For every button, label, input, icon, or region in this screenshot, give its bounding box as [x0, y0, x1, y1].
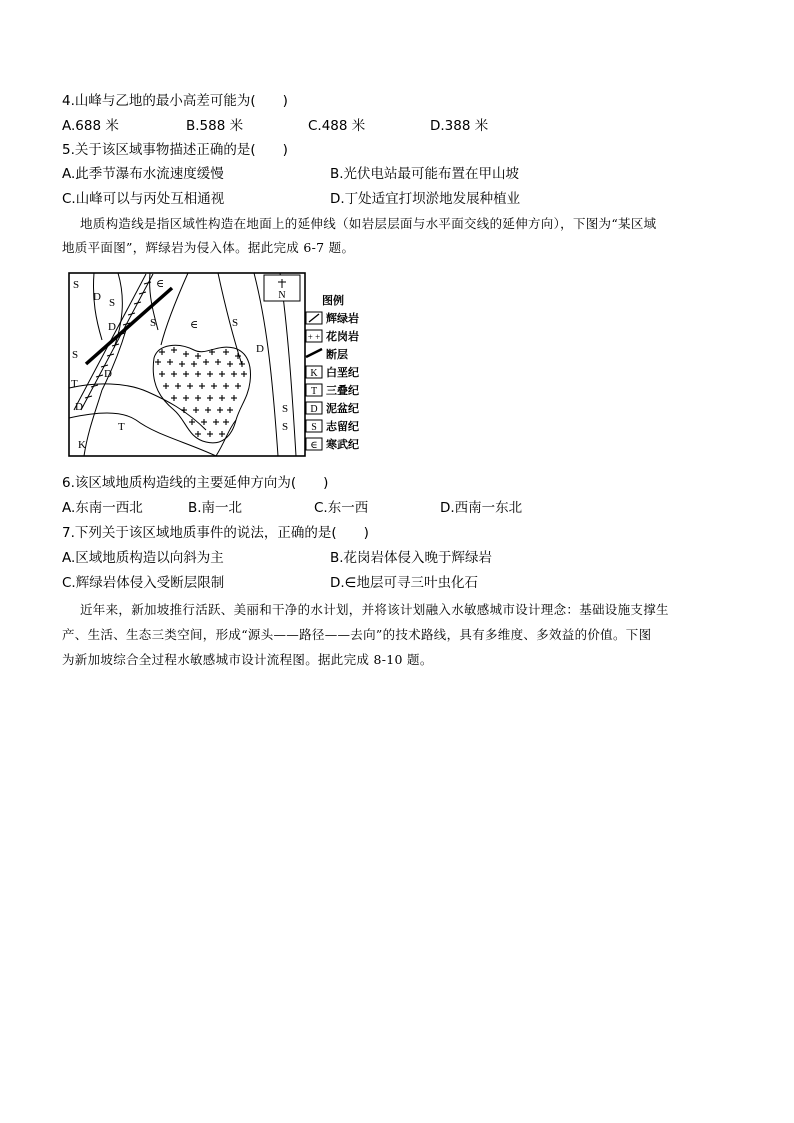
- label-s5: S: [72, 349, 79, 361]
- legend-symbol-k: K: [310, 368, 318, 379]
- q7-option-c: C.辉绿岩体侵入受断层限制: [62, 575, 225, 591]
- label-t1: T: [71, 378, 78, 390]
- legend-label-silurian: 志留纪: [326, 421, 359, 433]
- label-s1: S: [73, 279, 80, 291]
- label-t2: T: [118, 421, 125, 433]
- intro-8-10-line-2: 产、生活、生态三类空间，形成“源头——路径——去向”的技术路线，具有多维度、多效益的价值。下图: [62, 627, 652, 642]
- legend-label-devonian: 泥盆纪: [326, 403, 359, 415]
- label-d3: D: [256, 343, 264, 355]
- q4-stem: 4.山峰与乙地的最小高差可能为( ): [62, 93, 288, 109]
- q5-stem: 5.关于该区域事物描述正确的是( ): [62, 142, 288, 158]
- legend-title: 图例: [322, 295, 344, 307]
- q5-option-d: D.丁处适宜打坝淤地发展种植业: [330, 191, 521, 207]
- geologic-map: [66, 270, 378, 460]
- north-label: N: [278, 290, 286, 301]
- q6-option-b: B.南一北: [188, 500, 243, 516]
- label-s4: S: [232, 317, 239, 329]
- q6-option-a: A.东南一西北: [62, 500, 143, 516]
- q4-option-d: D.388 米: [430, 118, 489, 134]
- label-d4: D: [104, 368, 112, 380]
- q7-option-a: A.区域地质构造以向斜为主: [62, 550, 224, 566]
- q7-option-d: D.∈地层可寻三叶虫化石: [330, 575, 478, 591]
- label-d5: D: [75, 401, 83, 413]
- legend: [306, 311, 359, 451]
- legend-label-triassic: 三叠纪: [326, 385, 359, 397]
- q5-option-b: B.光伏电站最可能布置在甲山坡: [330, 166, 520, 182]
- label-c1: ∈: [156, 278, 165, 290]
- label-d1: D: [93, 291, 101, 303]
- fault-legend-icon: [306, 349, 322, 357]
- legend-symbol-d: D: [310, 404, 318, 415]
- label-s2: S: [109, 297, 116, 309]
- q4-option-b: B.588 米: [186, 118, 244, 134]
- legend-label-cambrian: 寒武纪: [326, 439, 359, 451]
- legend-label-diabase: 辉绿岩: [326, 313, 359, 325]
- q5-option-a: A.此季节瀑布水流速度缓慢: [62, 166, 224, 182]
- q5-option-c: C.山峰可以与丙处互相通视: [62, 191, 225, 207]
- label-s7: S: [282, 421, 289, 433]
- q7-option-b: B.花岗岩体侵入晚于辉绿岩: [330, 550, 493, 566]
- q6-option-d: D.西南一东北: [440, 500, 523, 516]
- intro-8-10-line-3: 为新加坡综合全过程水敏感城市设计流程图。据此完成 8-10 题。: [62, 652, 433, 667]
- legend-label-cretaceous: 白垩纪: [326, 367, 359, 379]
- legend-label-fault: 断层: [326, 349, 348, 361]
- legend-symbol-cambrian: ∈: [310, 440, 318, 451]
- legend-label-granite: 花岗岩: [326, 331, 359, 343]
- q6-stem: 6.该区域地质构造线的主要延伸方向为( ): [62, 475, 329, 491]
- legend-symbol-granite: + +: [307, 332, 321, 342]
- legend-symbol-t: T: [310, 386, 318, 397]
- legend-symbol-s: S: [311, 422, 317, 433]
- q6-option-c: C.东一西: [314, 500, 369, 516]
- label-k1: K: [78, 439, 86, 451]
- intro-8-10-line-1: 近年来，新加坡推行活跃、美丽和干净的水计划，并将该计划融入水敏感城市设计理念：基础设施支撑生: [80, 602, 669, 617]
- q7-stem: 7.下列关于该区域地质事件的说法，正确的是( ): [62, 525, 369, 541]
- intro-6-7-line-1: 地质构造线是指区域性构造在地面上的延伸线（如岩层层面与水平面交线的延伸方向），下图为“某区域: [80, 216, 657, 231]
- intro-6-7-line-2: 地质平面图”，辉绿岩为侵入体。据此完成 6-7 题。: [62, 240, 355, 255]
- label-d2: D: [108, 321, 116, 333]
- q4-option-a: A.688 米: [62, 118, 119, 134]
- label-c2: ∈: [190, 319, 199, 331]
- label-s6: S: [282, 403, 289, 415]
- q4-option-c: C.488 米: [308, 118, 366, 134]
- label-s3: S: [150, 317, 157, 329]
